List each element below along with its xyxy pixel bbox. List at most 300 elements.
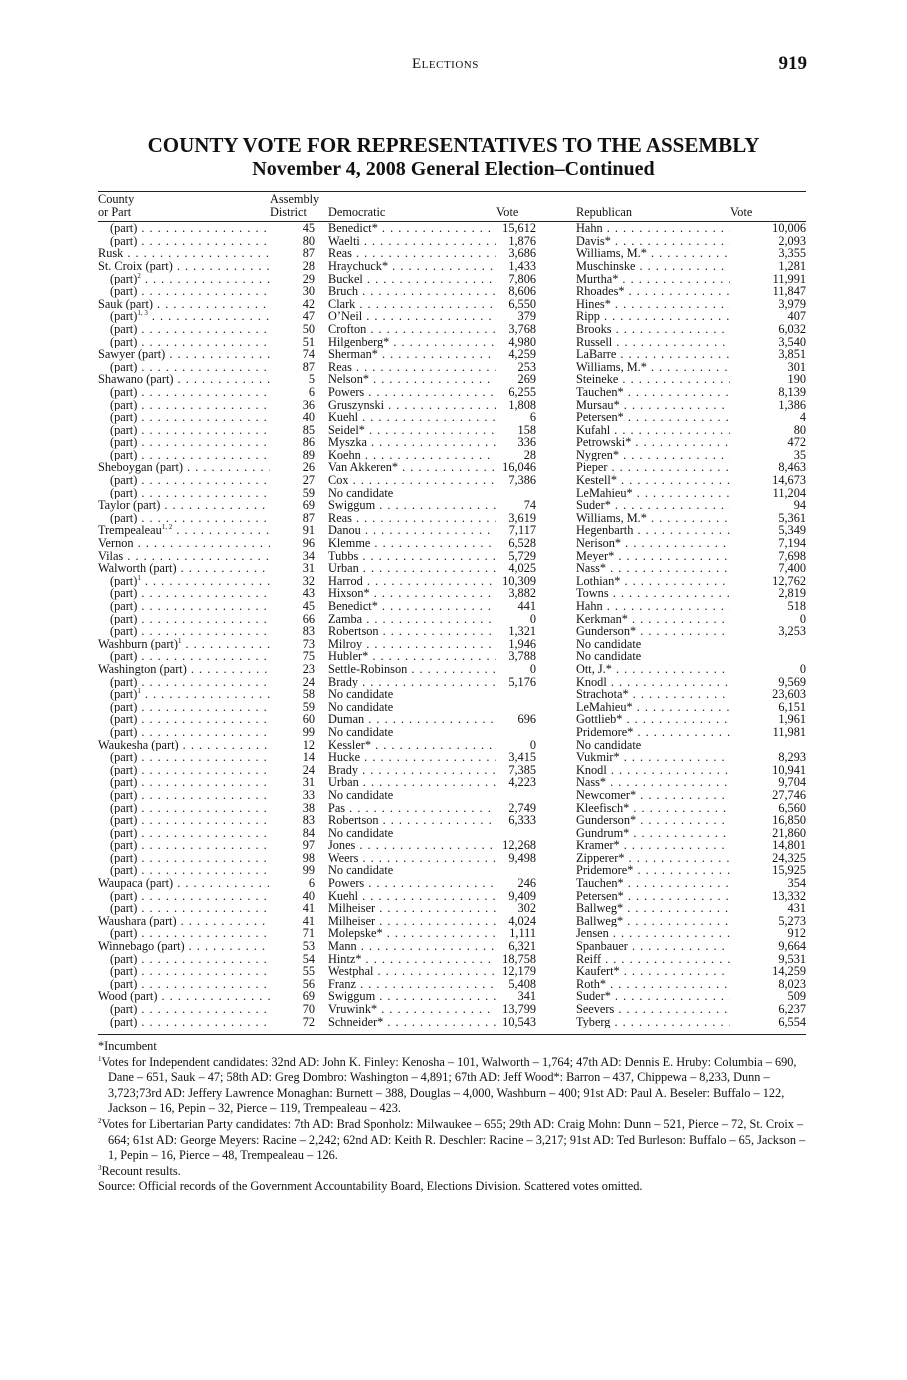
county-cell: (part) . . . [98,613,270,626]
republican-candidate-cell: Mursau* . . . [576,399,730,412]
table-row [98,575,806,588]
republican-candidate-cell: LeMahieu* . . . [576,701,730,714]
table-row [98,461,806,474]
democratic-candidate-cell: Westphal . . . [325,965,496,978]
county-cell: (part) . . . [98,802,270,815]
democratic-vote-cell: 3,686 [508,247,536,260]
table-row [98,739,806,752]
republican-candidate-cell: Davis* . . . [576,235,730,248]
district-cell: 40 [302,889,315,903]
democratic-candidate-cell: Reas . . . [325,247,496,260]
district-cell: 97 [302,839,315,852]
district-cell: 96 [302,537,315,550]
county-header: County or Part [98,192,135,219]
democratic-candidate-cell: Milheiser . . . [325,902,496,915]
footnote-mark: 1 [177,637,182,645]
county-cell: (part) . . . [98,676,270,689]
republican-candidate-cell: Kaufert* . . . [576,965,730,978]
democratic-candidate-cell: O’Neil . . . [325,310,496,323]
incumbent-note: *Incumbent [98,1039,157,1053]
republican-candidate-cell: Murtha* . . . [576,273,730,286]
republican-vote-cell [730,650,806,663]
district-cell: 12 [302,738,315,752]
democratic-candidate-cell: Mann . . . [325,940,496,953]
rep-vote-header: Vote [730,204,753,219]
democratic-header: Democratic [328,204,386,219]
county-cell: (part) . . . [98,927,270,940]
democratic-candidate-cell: Powers . . . [325,386,496,399]
county-cell: (part) . . . [98,235,270,248]
republican-candidate-cell: Petersen* . . . [576,890,730,903]
district-cell: 83 [302,625,315,638]
democratic-vote-cell [496,726,536,739]
table-row [98,776,806,789]
democratic-vote-cell: 7,117 [508,524,536,538]
democratic-candidate-cell: Reas . . . [325,512,496,525]
table-row [98,537,806,550]
table-row [98,877,806,890]
footnotes [98,1039,808,1195]
table-row [98,348,806,361]
table-bottom-rule [98,1034,806,1035]
republican-candidate-cell: Strachota* . . . [576,688,730,701]
table-row [98,361,806,374]
democratic-vote-cell: 253 [517,360,536,374]
democratic-vote-cell: 3,619 [508,511,536,525]
democratic-vote-cell: 0 [529,738,536,752]
district-cell: 26 [302,461,315,475]
table-row [98,550,806,563]
republican-candidate-cell: Lothian* . . . [576,575,730,588]
democratic-candidate-cell: Hubler* . . . [325,650,496,663]
county-cell: Sauk (part) . . . [98,298,270,311]
table-row [98,827,806,840]
republican-candidate-cell: Tauchen* . . . [576,877,730,890]
republican-candidate-cell: Roth* . . . [576,978,730,991]
democratic-candidate-cell: Buckel . . . [325,273,496,286]
table-row [98,247,806,260]
district-cell: 29 [302,272,315,286]
county-cell: (part) . . . [98,978,270,991]
democratic-vote-cell: 302 [517,902,536,915]
table-row [98,587,806,600]
republican-candidate-cell: Nygren* . . . [576,449,730,462]
table-row [98,411,806,424]
democratic-candidate-cell: Danou . . . [325,524,496,537]
republican-vote-cell: 8,463 [778,461,806,475]
republican-candidate-cell: Reiff . . . [576,953,730,966]
district-cell: 45 [302,221,315,235]
democratic-vote-cell: 3,882 [508,587,536,600]
county-cell: Washington (part) . . . [98,663,270,676]
democratic-vote-cell: 2,749 [508,801,536,815]
republican-candidate-cell: Steineke . . . [576,373,730,386]
republican-candidate-cell: Ballweg* . . . [576,902,730,915]
democratic-candidate-cell: Molepske* . . . [325,927,496,940]
table-row [98,927,806,940]
republican-vote-cell: 21,860 [772,826,806,840]
republican-candidate-cell: Brooks . . . [576,323,730,336]
democratic-candidate-cell: No candidate [328,700,394,714]
county-cell: Washburn (part)$^1$ . . . [98,638,270,651]
republican-vote-cell [730,739,806,752]
district-cell: 24 [302,763,315,777]
democratic-vote-cell: 269 [517,373,536,386]
republican-vote-cell: 80 [793,423,806,437]
democratic-candidate-cell: Urban . . . [325,776,496,789]
democratic-candidate-cell: Hixson* . . . [325,587,496,600]
republican-vote-cell: 5,273 [778,914,806,928]
district-cell: 42 [302,297,315,311]
footnote-mark: 1, 3 [137,310,148,318]
democratic-vote-cell: 12,268 [502,839,536,852]
district-cell: 45 [302,600,315,613]
democratic-vote-cell [496,827,536,840]
republican-vote-cell: 3,979 [778,297,806,311]
district-cell: 6 [308,385,315,399]
district-cell: 84 [302,826,315,840]
district-cell: 33 [302,788,315,802]
district-cell: 74 [302,348,315,361]
district-cell: 43 [302,587,315,600]
democratic-vote-cell: 4,259 [508,348,536,361]
county-cell: (part) . . . [98,222,270,235]
county-cell: (part) . . . [98,902,270,915]
republican-candidate-cell: Vukmir* . . . [576,751,730,764]
democratic-vote-cell: 10,309 [502,574,536,588]
table-row [98,625,806,638]
district-cell: 28 [302,259,315,273]
table-row [98,915,806,928]
democratic-candidate-cell: Kessler* . . . [325,739,496,752]
republican-candidate-cell: Muschinske . . . [576,260,730,273]
democratic-candidate-cell: No candidate [328,725,394,739]
county-cell: (part) . . . [98,285,270,298]
district-cell: 41 [302,914,315,928]
running-title: Elections [412,56,479,72]
table-row [98,864,806,877]
county-cell: Vernon . . . [98,537,270,550]
republican-vote-cell: 2,093 [778,234,806,248]
table-row [98,663,806,676]
democratic-vote-cell: 13,799 [502,1003,536,1016]
democratic-candidate-cell: Seidel* . . . [325,424,496,437]
democratic-candidate-cell: Hintz* . . . [325,953,496,966]
county-cell: Trempealeau$^{1, 2}$ . . . [98,524,270,537]
county-cell: Sawyer (part) . . . [98,348,270,361]
table-row [98,1016,806,1029]
county-cell: (part) . . . [98,890,270,903]
republican-vote-cell [730,638,806,651]
democratic-candidate-cell: Kuehl . . . [325,411,496,424]
democratic-candidate-cell: Sherman* . . . [325,348,496,361]
table-row [98,512,806,525]
republican-vote-cell: 518 [787,600,806,613]
county-cell: (part) . . . [98,713,270,726]
republican-vote-cell: 6,560 [778,801,806,815]
table-row [98,839,806,852]
democratic-candidate-cell: Brady . . . [325,764,496,777]
republican-candidate-cell: Kramer* . . . [576,839,730,852]
democratic-candidate-cell: Myszka . . . [325,436,496,449]
republican-candidate-cell: Ripp . . . [576,310,730,323]
table-row [98,688,806,701]
republican-vote-cell: 9,704 [778,776,806,789]
county-cell: Waupaca (part) . . . [98,877,270,890]
republican-vote-cell: 23,603 [772,688,806,701]
table-row [98,474,806,487]
republican-vote-cell: 8,139 [778,385,806,399]
republican-candidate-cell: Gottlieb* . . . [576,713,730,726]
district-cell: 87 [302,247,315,260]
district-cell: 36 [302,398,315,412]
republican-candidate-cell: Hegenbarth . . . [576,524,730,537]
county-cell: (part) . . . [98,852,270,865]
republican-candidate-cell: Petersen* . . . [576,411,730,424]
democratic-vote-cell: 441 [517,600,536,613]
republican-candidate-cell: Hahn . . . [576,600,730,613]
democratic-vote-cell: 1,433 [508,259,536,273]
republican-candidate-cell: Towns . . . [576,587,730,600]
table-row [98,449,806,462]
table-row [98,285,806,298]
source-note: Source: Official records of the Government Accountability Board, Elections Division. Scattered votes omitted. [98,1179,643,1194]
district-cell: 99 [302,725,315,739]
democratic-candidate-cell: Urban . . . [325,562,496,575]
district-cell: 91 [302,524,315,538]
table-row [98,940,806,953]
democratic-candidate-cell: Bruch . . . [325,285,496,298]
republican-vote-cell: 10,941 [772,763,806,777]
democratic-vote-cell: 1,876 [508,234,536,248]
democratic-vote-cell: 1,946 [508,637,536,651]
democratic-candidate-cell: Hilgenberg* . . . [325,336,496,349]
republican-vote-cell: 912 [787,927,806,941]
district-cell: 89 [302,448,315,462]
republican-candidate-cell: LeMahieu* . . . [576,487,730,500]
county-cell: (part) . . . [98,436,270,449]
district-cell: 59 [302,486,315,500]
table-row [98,235,806,248]
democratic-candidate-cell: No candidate [328,486,394,500]
democratic-candidate-cell: Kuehl . . . [325,890,496,903]
table-row [98,764,806,777]
county-cell: (part) . . . [98,864,270,877]
table-row [98,562,806,575]
county-cell: (part)$^2$ . . . [98,273,270,286]
republican-candidate-cell: Kestell* . . . [576,474,730,487]
democratic-vote-cell: 12,179 [502,965,536,978]
democratic-vote-cell: 246 [517,877,536,890]
table-row [98,373,806,386]
republican-vote-cell: 8,023 [778,977,806,991]
republican-vote-cell: 9,569 [778,675,806,689]
democratic-vote-cell: 696 [517,713,536,726]
democratic-candidate-cell: Harrod . . . [325,575,496,588]
table-row [98,222,806,235]
district-cell: 71 [302,927,315,941]
table-row [98,310,806,323]
county-cell: (part) . . . [98,839,270,852]
district-cell: 14 [302,751,315,764]
republican-vote-cell: 354 [787,877,806,890]
democratic-candidate-cell: Nelson* . . . [325,373,496,386]
democratic-vote-cell: 6,333 [508,814,536,827]
republican-candidate-cell: Pieper . . . [576,461,730,474]
district-cell: 27 [302,474,315,487]
republican-vote-cell: 0 [799,662,806,676]
results-table [98,193,806,1028]
table-row [98,487,806,500]
republican-vote-cell: 14,259 [772,965,806,978]
democratic-vote-cell: 9,498 [508,851,536,865]
democratic-candidate-cell: Vruwink* . . . [325,1003,496,1016]
democratic-candidate-cell: Milroy . . . [325,638,496,651]
democratic-vote-cell: 7,806 [508,272,536,286]
democratic-vote-cell: 7,386 [508,474,536,487]
republican-vote-cell: 7,698 [778,549,806,563]
county-cell: Winnebago (part) . . . [98,940,270,953]
district-cell: 58 [302,688,315,701]
republican-vote-cell: 10,006 [772,221,806,235]
district-cell: 60 [302,713,315,726]
county-cell: (part) . . . [98,764,270,777]
republican-vote-cell: 24,325 [772,851,806,865]
table-header [98,193,806,222]
district-cell: 41 [302,902,315,915]
footnote-mark: 1 [137,688,141,696]
republican-vote-cell: 1,281 [778,259,806,273]
republican-vote-cell: 11,204 [772,486,806,500]
table-row [98,965,806,978]
democratic-candidate-cell: Hucke . . . [325,751,496,764]
democratic-vote-cell: 1,111 [509,927,536,941]
republican-vote-cell: 6,151 [778,700,806,714]
county-cell: Rusk . . . [98,247,270,260]
republican-candidate-cell: Williams, M.* . . . [576,512,730,525]
democratic-candidate-cell: Robertson . . . [325,814,496,827]
table-row [98,676,806,689]
republican-candidate-cell: Tauchen* . . . [576,386,730,399]
democratic-candidate-cell: Tubbs . . . [325,550,496,563]
democratic-vote-cell: 336 [517,436,536,449]
county-cell: Vilas . . . [98,550,270,563]
republican-vote-cell: 1,386 [778,398,806,412]
democratic-vote-cell: 5,408 [508,977,536,991]
republican-vote-cell: 3,253 [778,625,806,638]
democratic-candidate-cell: Crofton . . . [325,323,496,336]
republican-candidate-cell: Ott, J.* . . . [576,663,730,676]
district-cell: 98 [302,851,315,865]
democratic-vote-cell: 8,606 [508,285,536,298]
republican-candidate-cell: Knodl . . . [576,764,730,777]
republican-vote-cell: 9,531 [778,952,806,966]
republican-candidate-cell: Williams, M.* . . . [576,361,730,374]
county-cell: Waushara (part) . . . [98,915,270,928]
county-cell: (part) . . . [98,1003,270,1016]
republican-vote-cell: 6,237 [778,1003,806,1016]
democratic-candidate-cell: No candidate [328,826,394,840]
republican-candidate-cell: Hahn . . . [576,222,730,235]
dem-vote-header: Vote [496,204,519,219]
district-cell: 83 [302,814,315,827]
district-cell: 38 [302,801,315,815]
republican-vote-cell: 7,194 [778,537,806,550]
democratic-vote-cell: 10,543 [502,1015,536,1029]
democratic-candidate-cell: No candidate [328,864,394,878]
county-cell: (part) . . . [98,474,270,487]
democratic-candidate-cell: Waelti . . . [325,235,496,248]
page-number: 919 [778,53,807,74]
democratic-candidate-cell: Weers . . . [325,852,496,865]
democratic-vote-cell: 0 [529,662,536,676]
county-cell: (part) . . . [98,789,270,802]
district-cell: 32 [302,574,315,588]
republican-vote-cell: 11,981 [772,725,806,739]
county-cell: (part) . . . [98,424,270,437]
republican-candidate-cell: Nerison* . . . [576,537,730,550]
democratic-candidate-cell: Milheiser . . . [325,915,496,928]
democratic-candidate-cell: Cox . . . [325,474,496,487]
republican-vote-cell: 94 [793,499,806,512]
democratic-candidate-cell: Clark . . . [325,298,496,311]
table-row [98,802,806,815]
table-row [98,1003,806,1016]
democratic-candidate-cell: Gruszynski . . . [325,399,496,412]
republican-candidate-cell: Petrowski* . . . [576,436,730,449]
table-row [98,336,806,349]
table-row [98,902,806,915]
democratic-candidate-cell: Robertson . . . [325,625,496,638]
democratic-vote-cell [496,487,536,500]
democratic-vote-cell: 74 [523,499,536,512]
district-cell: 53 [302,940,315,953]
republican-candidate-cell: Rhoades* . . . [576,285,730,298]
district-cell: 85 [302,423,315,437]
democratic-candidate-cell: Swiggum . . . [325,499,496,512]
table-row [98,499,806,512]
republican-vote-cell: 5,349 [778,524,806,538]
republican-candidate-cell: No candidate [576,637,642,651]
district-cell: 87 [302,360,315,374]
democratic-vote-cell [496,789,536,802]
republican-vote-cell: 2,819 [778,587,806,600]
democratic-candidate-cell: Hraychuck* . . . [325,260,496,273]
republican-candidate-cell: Suder* . . . [576,499,730,512]
republican-candidate-cell: Newcomer* . . . [576,789,730,802]
democratic-vote-cell: 158 [517,423,536,437]
republican-vote-cell: 13,332 [772,889,806,903]
district-cell: 87 [302,511,315,525]
democratic-vote-cell: 5,176 [508,675,536,689]
district-cell: 80 [302,234,315,248]
republican-vote-cell: 431 [787,902,806,915]
district-cell: 24 [302,675,315,689]
page-subtitle: November 4, 2008 General Election–Continued [252,158,655,180]
republican-candidate-cell: Seevers . . . [576,1003,730,1016]
table-row [98,890,806,903]
district-cell: 50 [302,322,315,336]
table-row [98,650,806,663]
table-row [98,726,806,739]
county-cell: (part) . . . [98,650,270,663]
republican-candidate-cell: No candidate [576,650,642,663]
county-cell: Waukesha (part) . . . [98,739,270,752]
district-cell: 54 [302,952,315,966]
democratic-candidate-cell: Schneider* . . . [325,1016,496,1029]
county-cell: (part) . . . [98,776,270,789]
table-row [98,701,806,714]
